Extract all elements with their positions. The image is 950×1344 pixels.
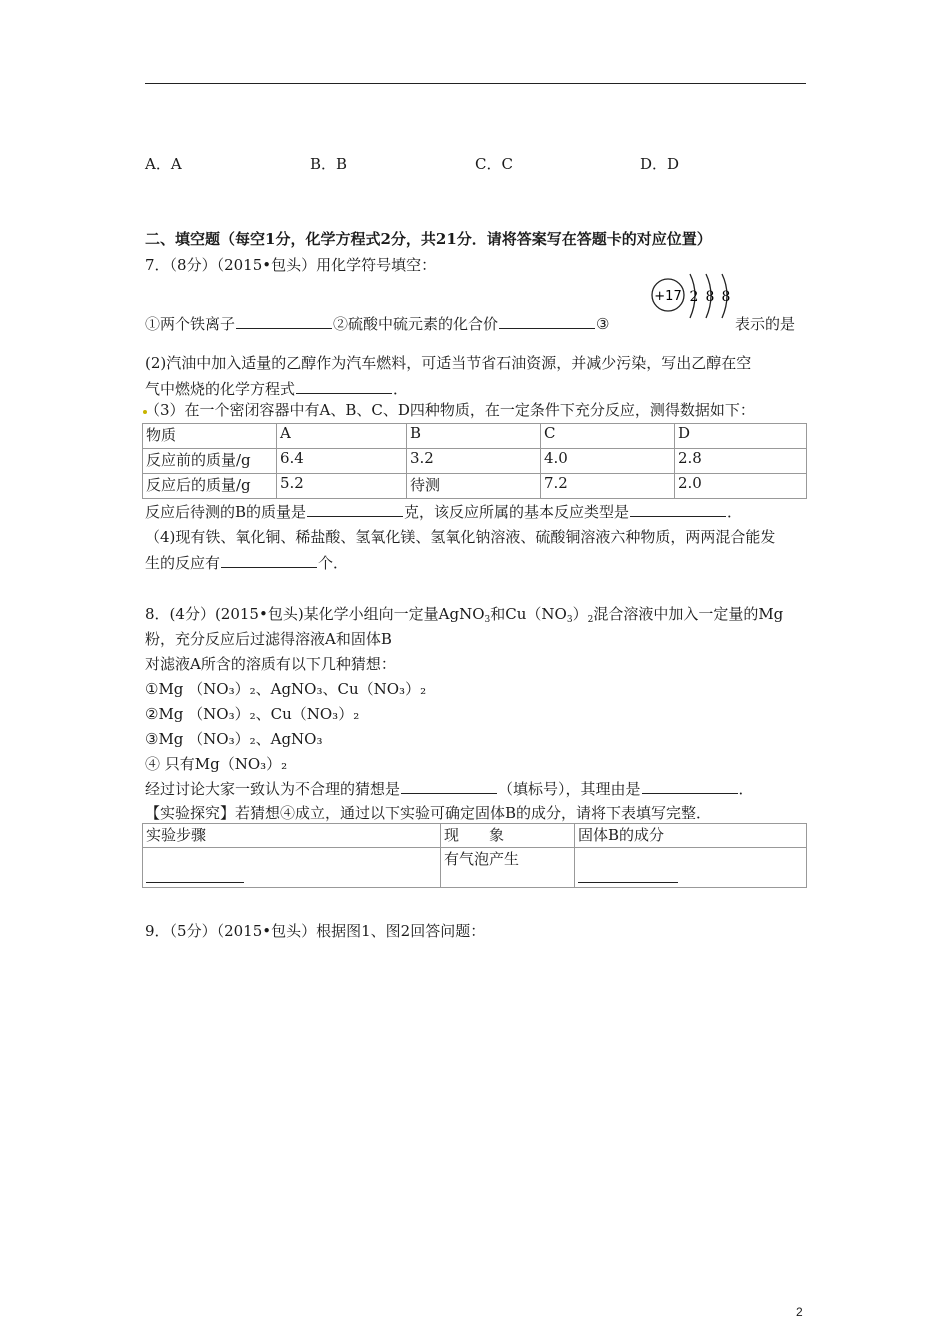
q9-header: 9．（5分）（2015•包头）根据图1、图2回答问题：	[145, 922, 486, 940]
page-number: 2	[796, 1305, 803, 1319]
q8-line2: 粉，充分反应后过滤得溶液A和固体B	[145, 630, 392, 648]
chlorine-atom-structure-diagram	[650, 268, 736, 328]
q8-guess-3: ③Mg （NO₃）₂、AgNO₃	[145, 730, 323, 748]
q7-sub1-tail: 表示的是	[735, 315, 796, 333]
q7-sub4-line1: （4)现有铁、氧化铜、稀盐酸、氢氧化镁、氢氧化钠溶液、硫酸铜溶液六种物质，两两混合能发	[145, 528, 776, 546]
answer-blank[interactable]	[401, 779, 497, 794]
q7-header: 7．（8分）（2015•包头）用化学符号填空：	[145, 256, 437, 274]
answer-blank[interactable]	[578, 868, 678, 883]
section-title: 二、填空题（每空1分，化学方程式2分，共21分．请将答案写在答题卡的对应位置）	[145, 230, 712, 248]
q8-guess-1: ①Mg （NO₃）₂、AgNO₃、Cu（NO₃）₂	[145, 680, 427, 698]
answer-blank[interactable]	[236, 314, 332, 329]
q8-guess-2: ②Mg （NO₃）₂、Cu（NO₃）₂	[145, 705, 360, 723]
q8-guess-4: ④ 只有Mg（NO₃）₂	[145, 755, 288, 773]
q7-sub2-line1: (2)汽油中加入适量的乙醇作为汽车燃料，可适当节省石油资源，并减少污染，写出乙醇在空	[145, 354, 752, 372]
answer-blank[interactable]	[642, 779, 738, 794]
top-rule	[145, 83, 806, 84]
answer-blank[interactable]	[146, 868, 244, 883]
answer-blank[interactable]	[307, 502, 403, 517]
answer-blank[interactable]	[296, 379, 392, 394]
option-c: C．C	[475, 155, 513, 173]
shell-count-3: 8	[721, 289, 731, 305]
q7-sub2-line2: 气中燃烧的化学方程式 ．	[145, 380, 409, 398]
q7-sub3-intro: （3）在一个密闭容器中有A、B、C、D四种物质，在一定条件下充分反应，测得数据如下：	[145, 401, 755, 419]
q7-sub4-line2: 生的反应有 个．	[145, 554, 349, 572]
answer-blank[interactable]	[630, 502, 726, 517]
q8-conclusion: 经过讨论大家一致认为不合理的猜想是 （填标号），其理由是 ．	[145, 780, 754, 798]
answer-blank[interactable]	[221, 553, 317, 568]
option-d: D．D	[640, 155, 680, 173]
shell-count-1: 2	[689, 289, 699, 305]
nucleus-charge: +17	[654, 289, 682, 304]
q7-sub3-question: 反应后待测的B的质量是 克，该反应所属的基本反应类型是 ．	[145, 503, 743, 521]
answer-blank[interactable]	[499, 314, 595, 329]
experiment-table: 实验步骤 现 象 固体B的成分 有气泡产生	[142, 823, 807, 888]
q8-line3: 对滤液A所含的溶质有以下几种猜想：	[145, 655, 396, 673]
option-b: B．B	[310, 155, 348, 173]
q8-line1: 8．(4分）(2015•包头)某化学小组向一定量AgNO$_3$和$Cu(NO_3)_2$混合溶液中加入一定量的Mg	[145, 605, 784, 625]
option-a: A．A	[145, 155, 182, 173]
shell-count-2: 8	[705, 289, 715, 305]
mass-data-table: 物质 A B C D 反应前的质量/g 6.4 3.2 4.0 2.8 反应后的质量/g 5.2 待测 7.2 2.0	[142, 423, 807, 499]
q7-sub1: ①两个铁离子 ②硫酸中硫元素的化合价 ③	[145, 315, 610, 333]
q8-explore: 【实验探究】若猜想④成立，通过以下实验可确定固体B的成分，请将下表填写完整．	[145, 804, 712, 822]
